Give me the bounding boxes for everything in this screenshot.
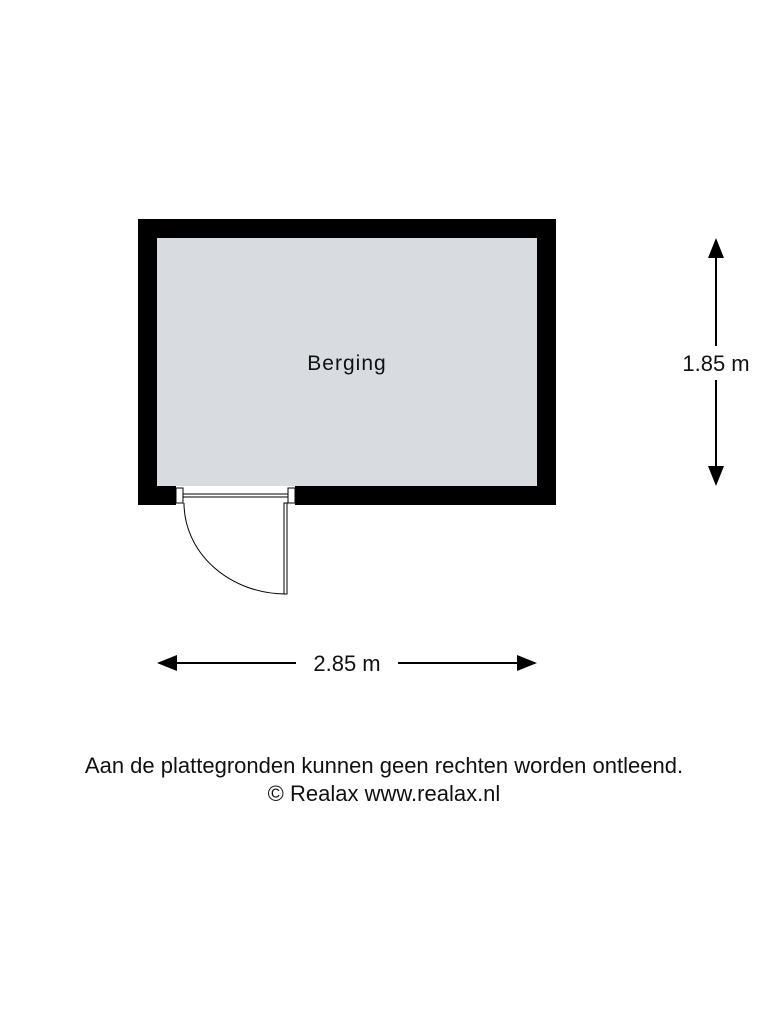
width-label: 2.85 m — [313, 651, 381, 676]
door-leaf — [284, 503, 287, 594]
door-jamb-right — [288, 488, 295, 503]
disclaimer-text: Aan de plattegronden kunnen geen rechten worden ontleend. — [84, 753, 684, 778]
door-jamb-left — [176, 488, 183, 503]
footer — [0, 752, 768, 808]
door-swing-arc — [184, 503, 285, 594]
depth-label: 1.85 m — [682, 351, 750, 376]
copyright-text: © Realax www.realax.nl — [267, 781, 501, 806]
door-opening — [176, 486, 295, 505]
room-name: Berging — [307, 352, 387, 375]
